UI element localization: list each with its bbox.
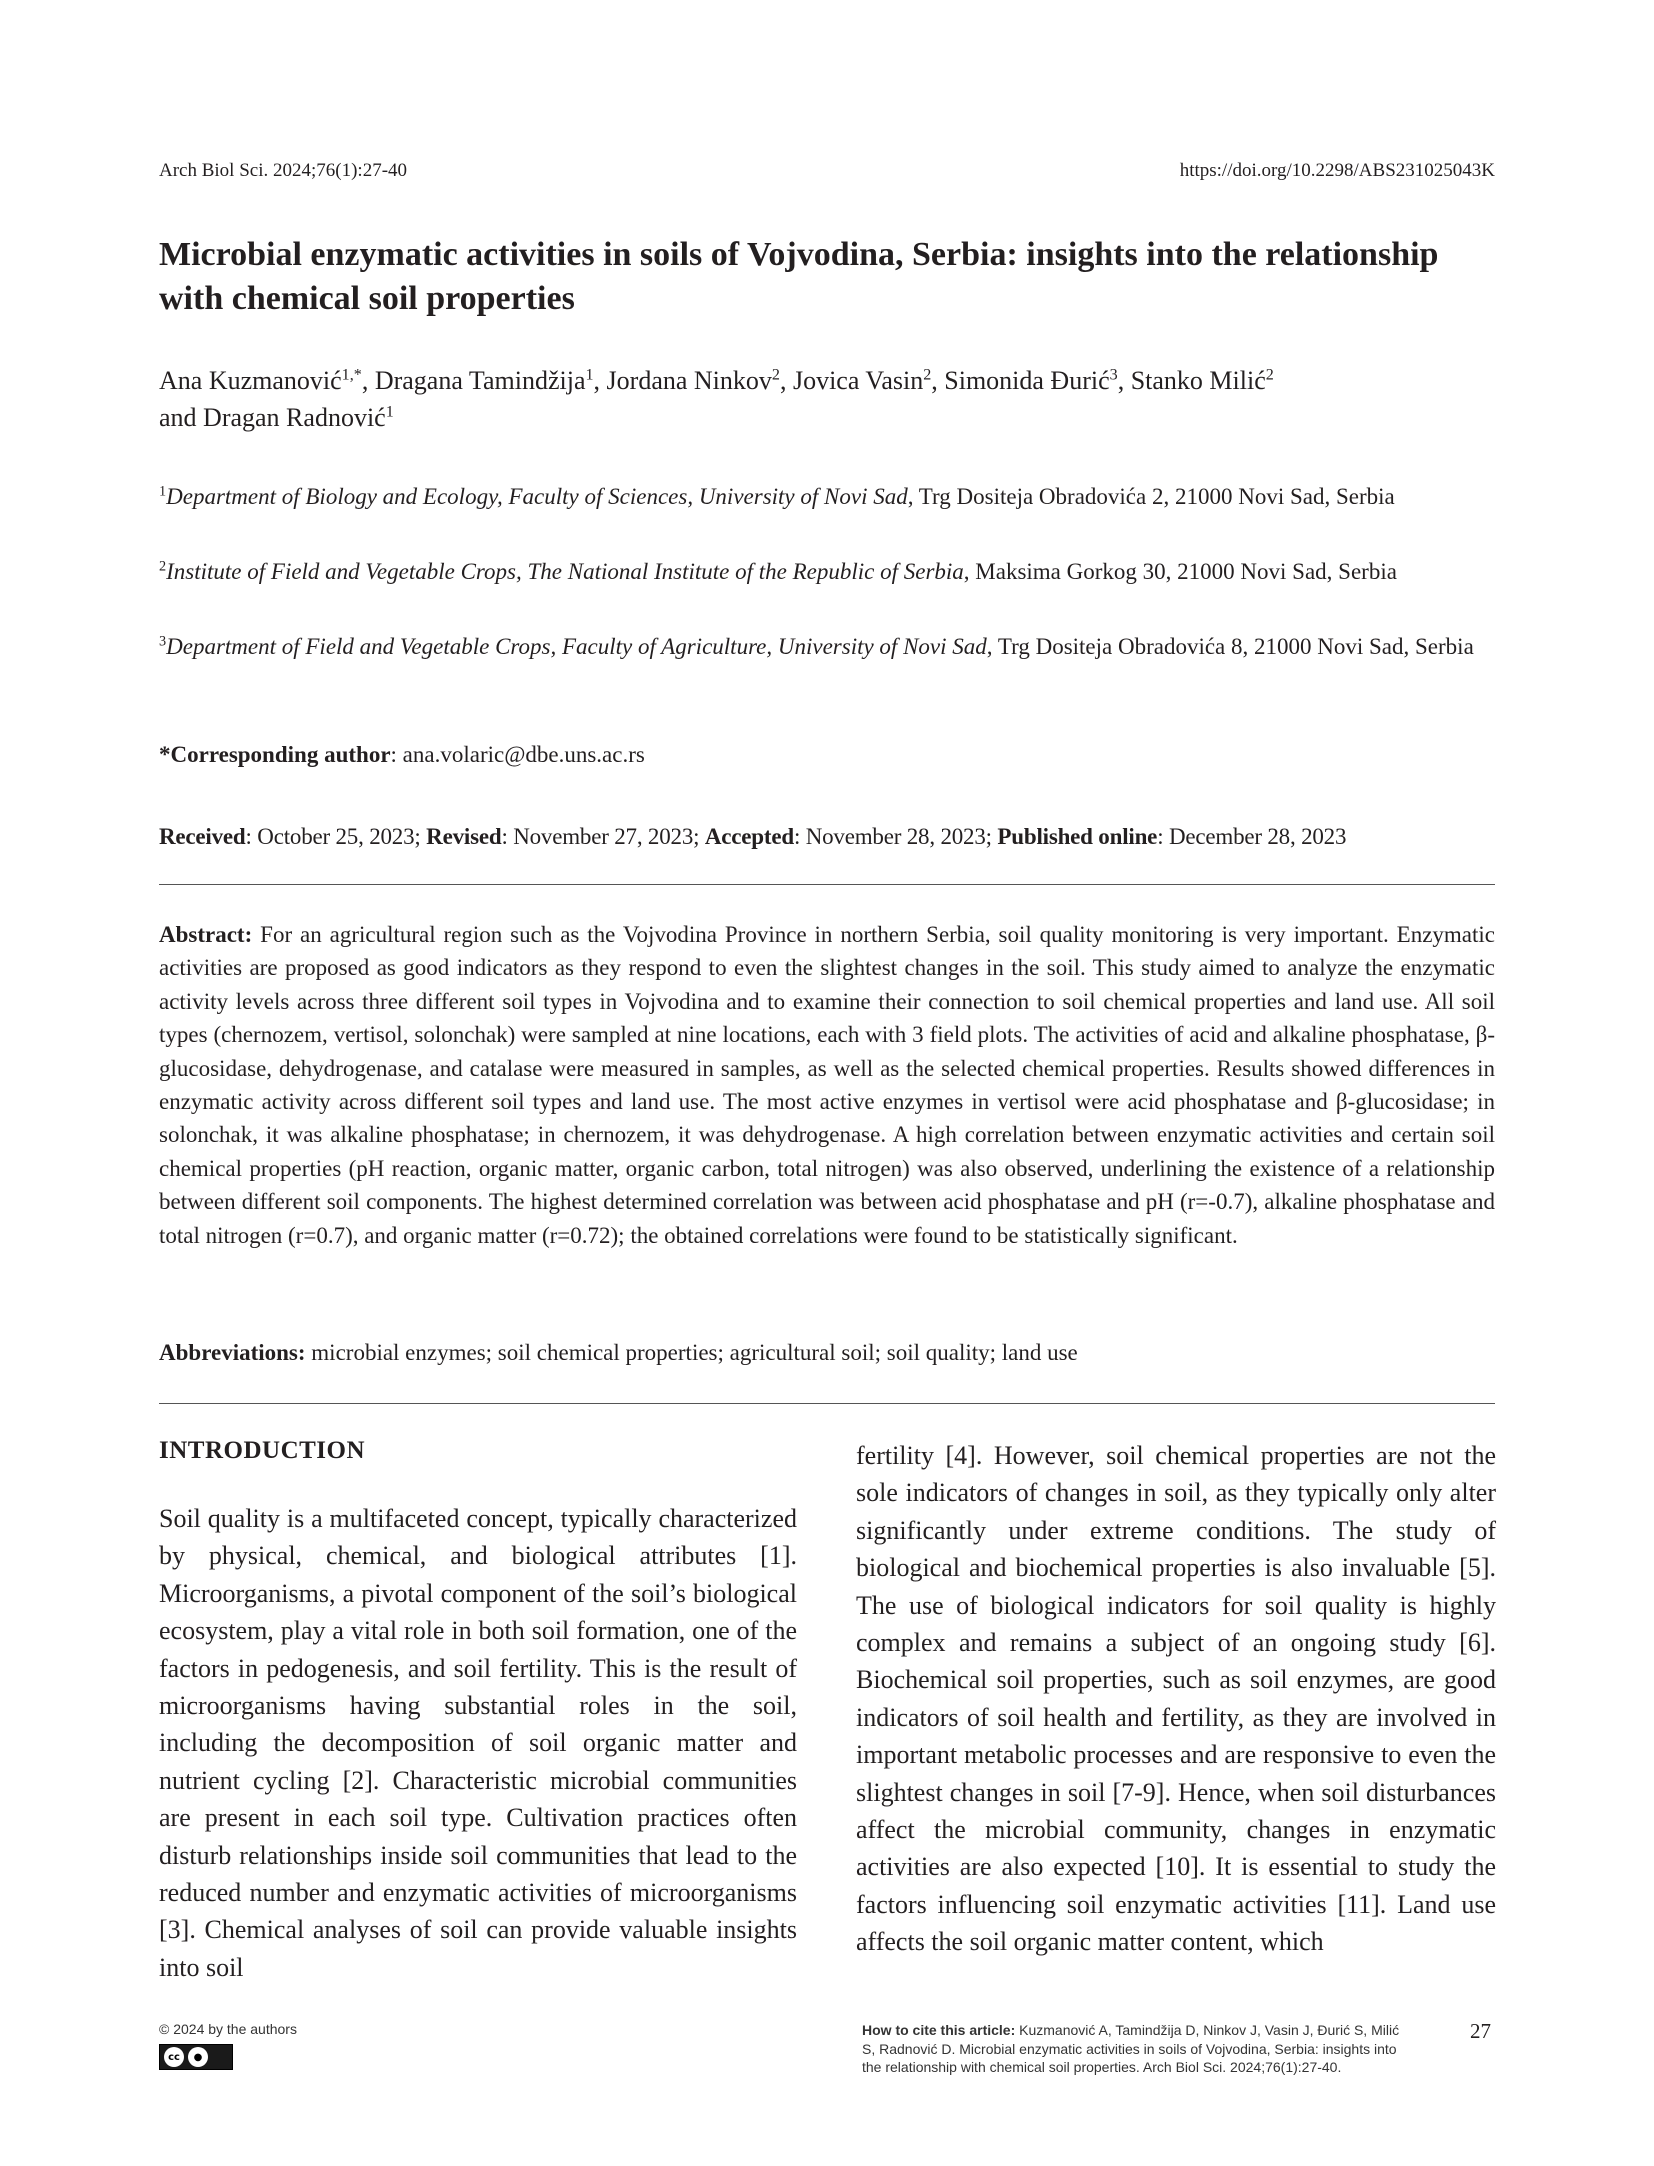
author: Jovica Vasin	[792, 366, 924, 395]
cc-icon: cc	[164, 2047, 184, 2067]
affiliation-1	[159, 480, 1499, 514]
cite-text: Kuzmanović A, Tamindžija D, Ninkov J, Vasin J, Đurić S, Milić S, Radnović D. Microbial enzymatic activities in soils of Vojvodina, Serbia: insights into the relationship with chemical soil properties. Arch Biol Sci. 2024;76(1):27-40.	[862, 2022, 1400, 2075]
divider	[159, 884, 1495, 885]
citation	[862, 2021, 1402, 2077]
abbreviations-label: Abbreviations:	[159, 1340, 306, 1365]
affiliation-institution: Institute of Field and Vegetable Crops, The National Institute of the Republic of Serbia	[166, 559, 964, 584]
affiliation-address: , Trg Dositeja Obradovića 8, 21000 Novi Sad, Serbia	[986, 634, 1474, 659]
affiliation-address: , Trg Dositeja Obradovića 2, 21000 Novi Sad, Serbia	[907, 484, 1395, 509]
abbreviations	[159, 1340, 1495, 1366]
author-affiliation-mark: 2	[1265, 366, 1274, 384]
published-label: Published online	[997, 824, 1158, 849]
affiliation-3	[159, 630, 1499, 664]
corresponding-email[interactable]: ana.volaric@dbe.uns.ac.rs	[402, 742, 645, 767]
doi-link[interactable]: https://doi.org/10.2298/ABS231025043K	[1179, 160, 1495, 181]
abstract-label: Abstract:	[159, 922, 253, 947]
affiliation-institution: Department of Biology and Ecology, Faculty of Sciences, University of Novi Sad	[166, 484, 908, 509]
cite-label: How to cite this article:	[862, 2022, 1016, 2038]
affiliation-number: 3	[159, 633, 167, 650]
author: Ana Kuzmanović	[159, 366, 342, 395]
author-affiliation-mark: 1	[585, 366, 594, 384]
author: Jordana Ninkov	[606, 366, 772, 395]
author-list: Ana Kuzmanović$^{1,*}$, Dragana Tamindžija$^1$, Jordana Ninkov$^2$, Jovica Vasin$^2$, Simonida Đurić$^3$, Stanko Milić$^2$ and Dragan Radnović$^1$	[159, 366, 1274, 432]
authors-conjunction: and	[159, 403, 197, 432]
page-number: 27	[1470, 2019, 1491, 2043]
body-text-right-column: fertility [4]. However, soil chemical properties are not the sole indicators of changes in soil, as they typically only alter significantly under extreme conditions. The study of biological and biochemical properties is also invaluable [5]. The use of biological indicators for soil quality is highly complex and remains a subject of an ongoing study [6]. Biochemical soil properties, such as soil enzymes, are good indicators of soil health and fertility, as they are involved in important metabolic processes and are responsive to even the slightest changes in soil [7-9]. Hence, when soil disturbances affect the microbial community, changes in enzymatic activities are also expected [10]. It is essential to study the factors influencing soil enzymatic activities [11]. Land use affects the soil organic matter content, which	[856, 1441, 1496, 1957]
affiliation-2	[159, 555, 1499, 589]
author-affiliation-mark: 1,*	[341, 366, 362, 384]
abstract-text: For an agricultural region such as the Vojvodina Province in northern Serbia, soil quality monitoring is very important. Enzymatic activities are proposed as good indicators as they respond to even the slightest changes in the soil. This study aimed to analyze the enzymatic activity levels across three different soil types in Vojvodina and to examine their connection to soil chemical properties and land use. All soil types (chernozem, vertisol, solonchak) were sampled at nine locations, each with 3 field plots. The activities of acid and alkaline phosphatase, β-glucosidase, dehydrogenase, and catalase were measured in samples, as well as the selected chemical properties. Results showed differences in enzymatic activity across different soil types and land use. The most active enzymes in vertisol were acid phosphatase and β-glucosidase; in solonchak, it was alkaline phosphatase; in chernozem, it was dehydrogenase. A high correlation between enzymatic activities and certain soil chemical properties (pH reaction, organic matter, organic carbon, total nitrogen) was also observed, underlining the existence of a relationship between different soil components. The highest determined correlation was between acid phosphatase and pH (r=-0.7), alkaline phosphatase and total nitrogen (r=0.7), and organic matter (r=0.72); the obtained correlations were found to be statistically significant.	[159, 922, 1495, 1248]
body-text-left-column: Soil quality is a multifaceted concept, typically characterized by physical, chemical, and biological attributes [1]. Microorganisms, a pivotal component of the soil’s biological ecosystem, play a vital role in both soil formation, one of the factors in pedogenesis, and soil fertility. This is the result of microorganisms having substantial roles in the soil, including the decomposition of soil organic matter and nutrient cycling [2]. Characteristic microbial communities are present in each soil type. Cultivation practices often disturb relationships inside soil communities that lead to the reduced number and enzymatic activities of microorganisms [3]. Chemical analyses of soil can provide valuable insights into soil	[159, 1504, 797, 1982]
published-date: December 28, 2023	[1168, 824, 1347, 849]
revised-date: November 27, 2023	[513, 824, 694, 849]
section-heading: INTRODUCTION	[159, 1437, 366, 1464]
divider	[159, 1403, 1495, 1404]
received-label: Received	[159, 824, 246, 849]
attribution-icon: ●	[188, 2047, 208, 2067]
author-affiliation-mark: 1	[385, 403, 394, 421]
affiliation-number: 1	[159, 483, 167, 500]
abstract	[159, 918, 1495, 1252]
author: Dragana Tamindžija	[374, 366, 586, 395]
affiliation-address: , Maksima Gorkog 30, 21000 Novi Sad, Serbia	[963, 559, 1397, 584]
accepted-label: Accepted	[704, 824, 794, 849]
received-date: October 25, 2023	[257, 824, 415, 849]
abbreviations-text: microbial enzymes; soil chemical properties; agricultural soil; soil quality; land use	[311, 1340, 1078, 1365]
corresponding-label: *Corresponding author	[159, 742, 391, 767]
journal-reference: Arch Biol Sci. 2024;76(1):27-40	[159, 160, 408, 181]
accepted-date: November 28, 2023	[805, 824, 986, 849]
affiliation-number: 2	[159, 558, 167, 575]
corresponding-author: *Corresponding author: ana.volaric@dbe.uns.ac.rs	[159, 742, 645, 767]
author-affiliation-mark: 2	[923, 366, 932, 384]
author-affiliation-mark: 3	[1109, 366, 1118, 384]
revised-label: Revised	[426, 824, 502, 849]
cc-by-license-icon[interactable]	[159, 2044, 233, 2070]
author: Stanko Milić	[1130, 366, 1266, 395]
copyright: © 2024 by the authors	[159, 2021, 297, 2037]
author: Simonida Đurić	[944, 366, 1110, 395]
author: Dragan Radnović	[203, 403, 386, 432]
publication-dates: Received: October 25, 2023; Revised: November 27, 2023; Accepted: November 28, 2023; Published online: December 28, 2023	[159, 824, 1347, 849]
author-affiliation-mark: 2	[771, 366, 780, 384]
affiliation-institution: Department of Field and Vegetable Crops, Faculty of Agriculture, University of Novi Sad	[166, 634, 987, 659]
article-title: Microbial enzymatic activities in soils of Vojvodina, Serbia: insights into the relationship with chemical soil properties	[159, 236, 1439, 317]
